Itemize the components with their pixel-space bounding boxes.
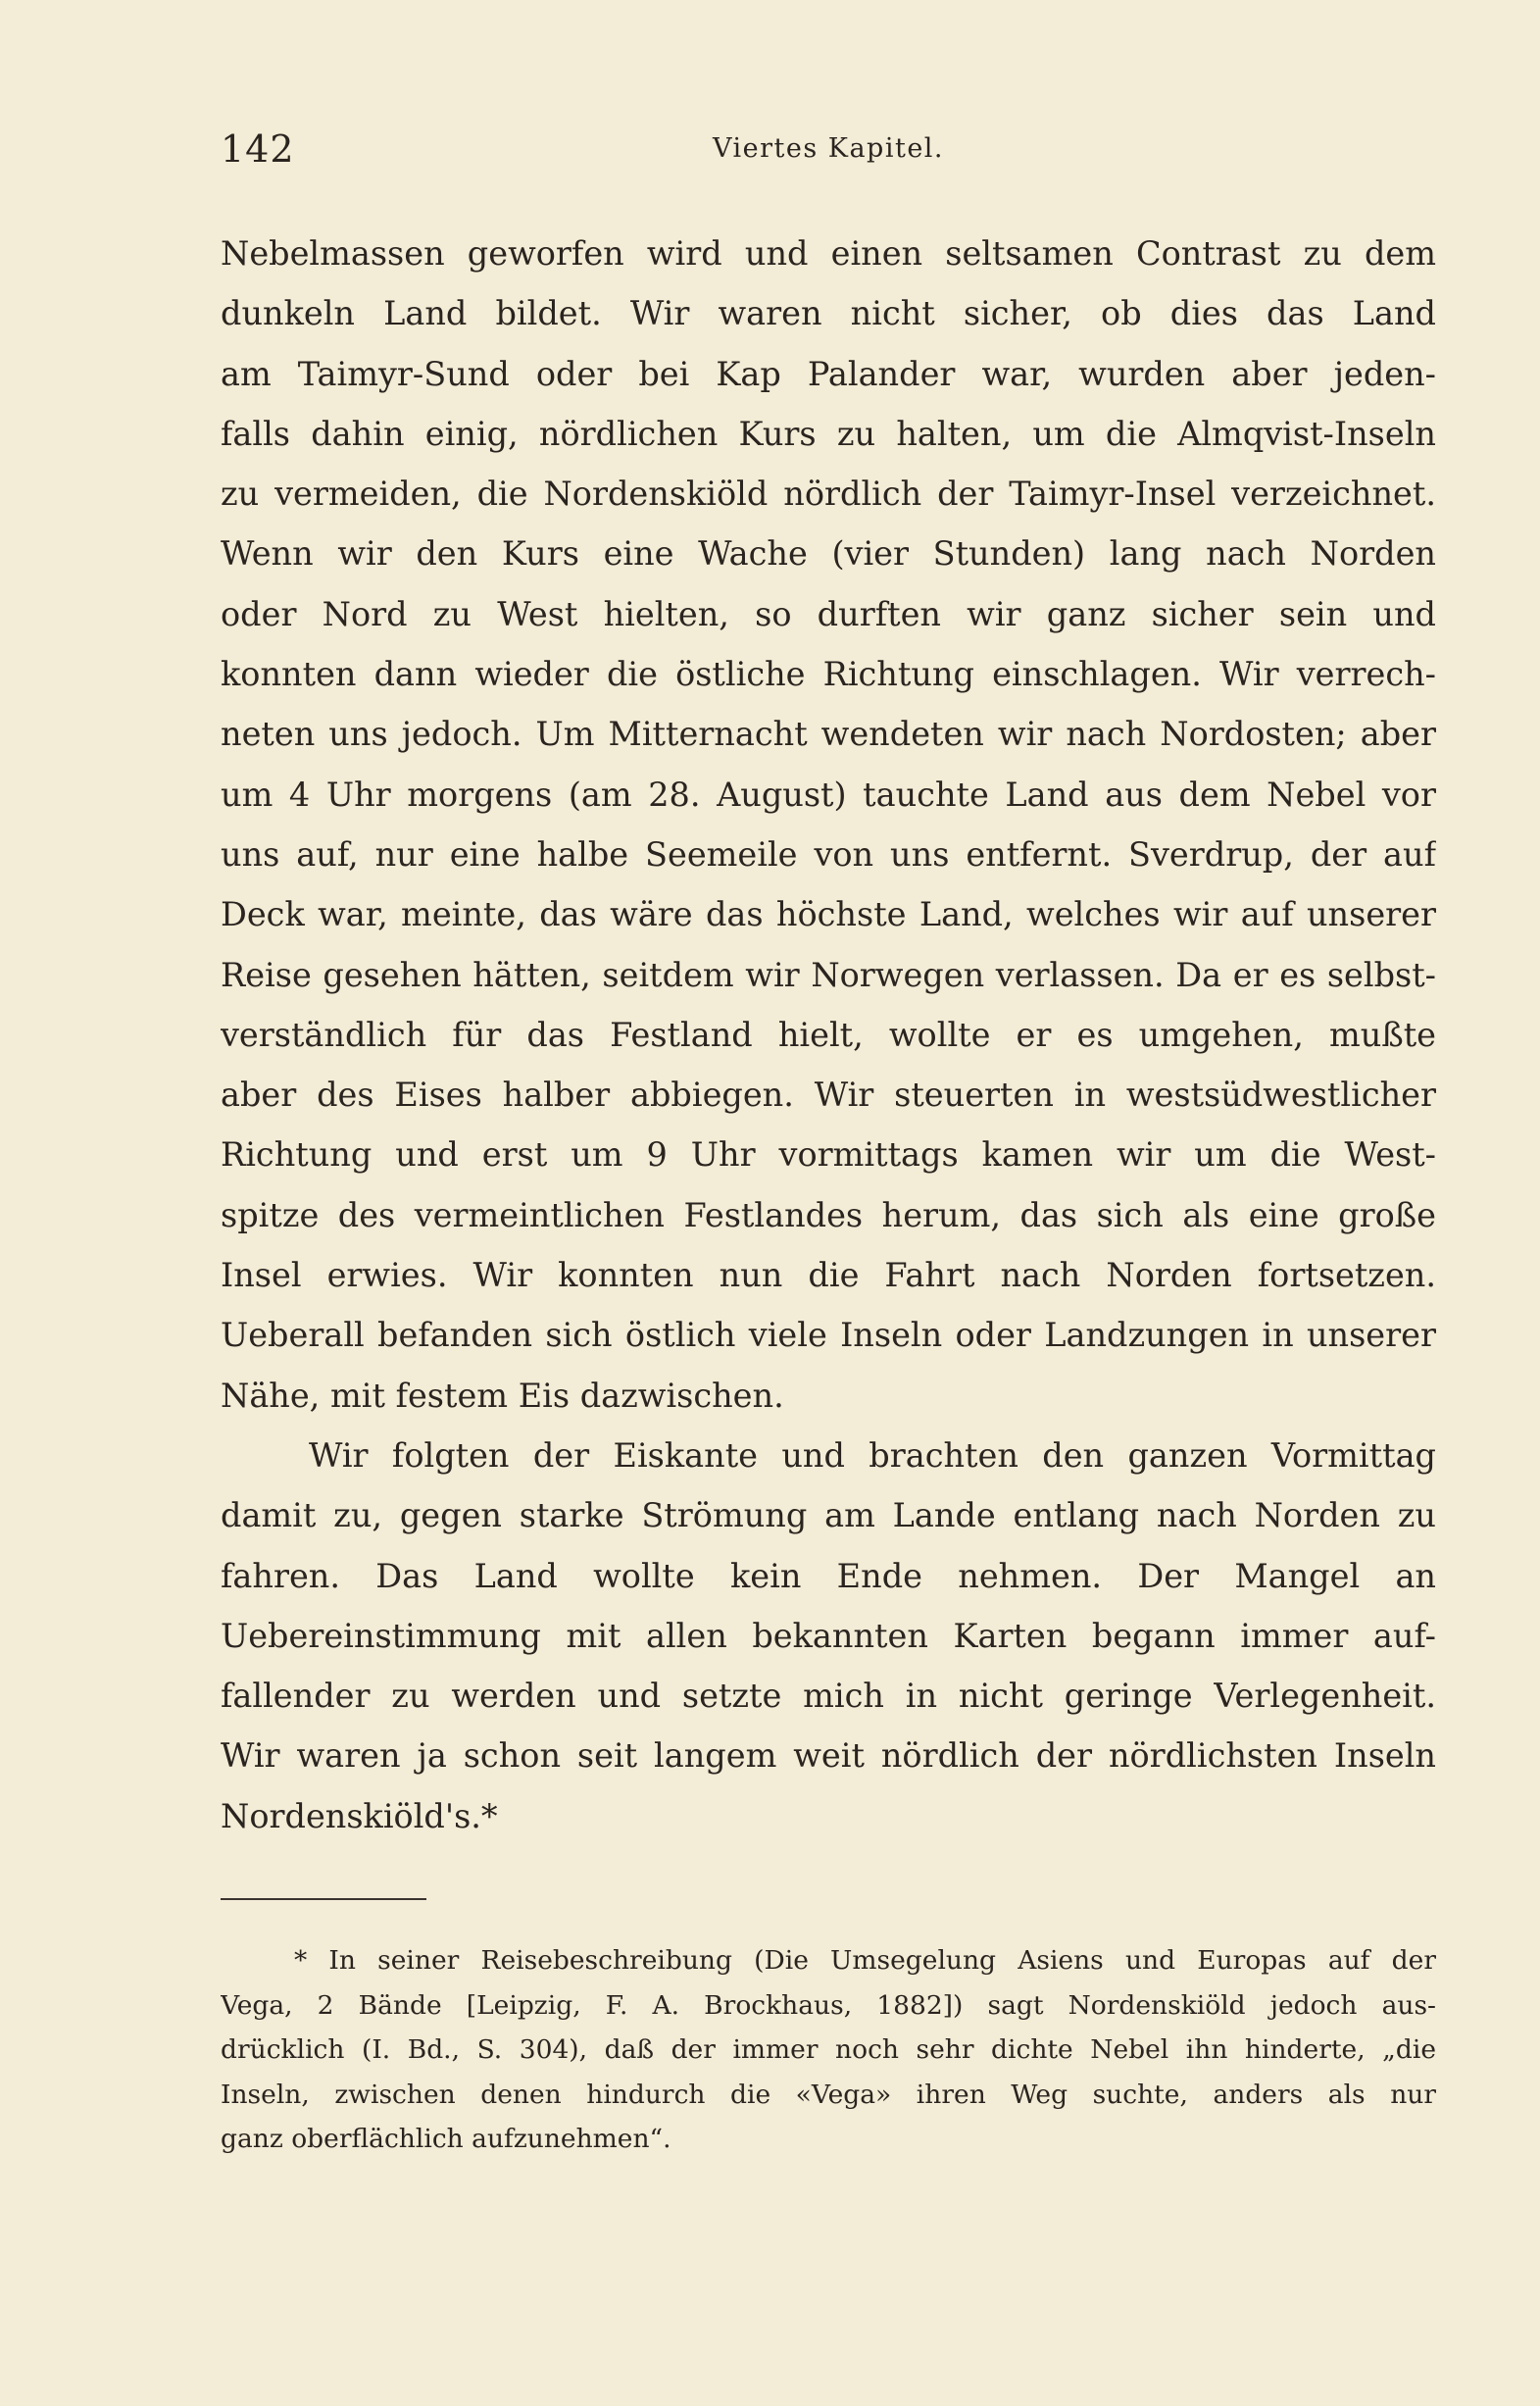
footnote-line: Inseln, zwischen denen hindurch die «Vega» ihren Weg suchte, anders als nur <box>221 2079 1436 2110</box>
text-line: Ueberall befanden sich östlich viele Inseln oder Landzungen in unserer <box>221 1316 1436 1355</box>
text-line: spitze des vermeintlichen Festlandes herum, das sich als eine große <box>221 1195 1436 1234</box>
text-line: konnten dann wieder die östliche Richtung einschlagen. Wir verrech- <box>221 655 1436 694</box>
page-header <box>221 127 1436 186</box>
text-line: neten uns jedoch. Um Mitternacht wendeten wir nach Nordosten; aber <box>221 715 1436 754</box>
text-line: falls dahin einig, nördlichen Kurs zu halten, um die Almqvist-Inseln <box>221 414 1436 453</box>
footnote-divider <box>221 1898 426 1900</box>
page-number: 142 <box>221 127 295 171</box>
text-line: dunkeln Land bildet. Wir waren nicht sicher, ob dies das Land <box>221 294 1436 333</box>
text-line: Deck war, meinte, das wäre das höchste Land, welches wir auf unserer <box>221 895 1436 934</box>
footnote-line: ganz oberflächlich aufzunehmen“. <box>221 2124 671 2154</box>
text-line: Reise gesehen hätten, seitdem wir Norwegen verlassen. Da er es selbst- <box>221 955 1436 994</box>
text-line: uns auf, nur eine halbe Seemeile von uns entfernt. Sverdrup, der auf <box>221 834 1436 874</box>
footnote-line: * In seiner Reisebeschreibung (Die Umsegelung Asiens und Europas auf der <box>294 1945 1436 1976</box>
text-line: Nordenskiöld's.* <box>221 1796 498 1835</box>
text-line: am Taimyr-Sund oder bei Kap Palander war, wurden aber jeden- <box>221 354 1436 393</box>
footnote-line: drücklich (I. Bd., S. 304), daß der immer noch sehr dichte Nebel ihn hinderte, „die <box>221 2034 1436 2065</box>
body-text <box>221 224 1436 1846</box>
text-line: Uebereinstimmung mit allen bekannten Karten begann immer auf- <box>221 1616 1436 1655</box>
text-line: Insel erwies. Wir konnten nun die Fahrt nach Norden fortsetzen. <box>221 1256 1436 1295</box>
text-line: Wir waren ja schon seit langem weit nördlich der nördlichsten Inseln <box>221 1736 1436 1776</box>
text-line: zu vermeiden, die Nordenskiöld nördlich der Taimyr-Insel verzeichnet. <box>221 475 1436 514</box>
text-line: oder Nord zu West hielten, so durften wir ganz sicher sein und <box>221 594 1436 633</box>
text-line: fallender zu werden und setzte mich in nicht geringe Verlegenheit. <box>221 1677 1436 1716</box>
text-line: Nebelmassen geworfen wird und einen seltsamen Contrast zu dem <box>221 234 1436 273</box>
text-line: damit zu, gegen starke Strömung am Lande entlang nach Norden zu <box>221 1496 1436 1535</box>
footnote <box>221 1938 1436 2162</box>
text-line: Wenn wir den Kurs eine Wache (vier Stunden) lang nach Norden <box>221 534 1436 574</box>
text-line: Richtung und erst um 9 Uhr vormittags kamen wir um die West- <box>221 1135 1436 1175</box>
footnote-line: Vega, 2 Bände [Leipzig, F. A. Brockhaus, 1882]) sagt Nordenskiöld jedoch aus- <box>221 1989 1436 2021</box>
text-line: Nähe, mit festem Eis dazwischen. <box>221 1376 784 1415</box>
text-line: aber des Eises halber abbiegen. Wir steuerten in westsüdwestlicher <box>221 1076 1436 1115</box>
text-line: verständlich für das Festland hielt, wollte er es umgehen, mußte <box>221 1015 1436 1054</box>
text-line: um 4 Uhr morgens (am 28. August) tauchte Land aus dem Nebel vor <box>221 775 1436 814</box>
text-line: fahren. Das Land wollte kein Ende nehmen. Der Mangel an <box>221 1556 1436 1595</box>
text-line: Wir folgten der Eiskante und brachten den ganzen Vormittag <box>309 1435 1436 1475</box>
running-head: Viertes Kapitel. <box>712 133 945 164</box>
